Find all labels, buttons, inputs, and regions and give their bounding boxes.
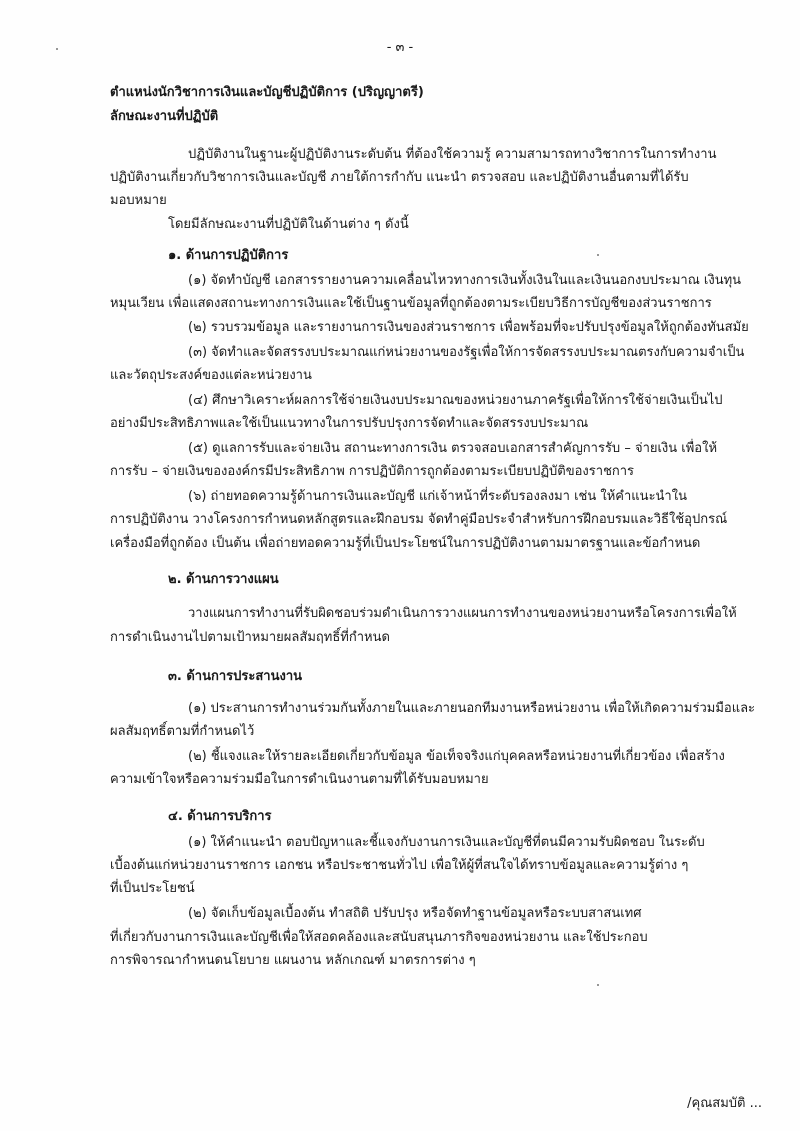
section-line: การปฏิบัติงาน วางโครงการกำหนดหลักสูตรและฝึกอบรม จัดทำคู่มือประจำสำหรับการฝึกอบรมและวิธีใช้อุปกรณ์ [110,512,728,527]
section-heading: ๑. ด้านการปฏิบัติการ [168,248,289,263]
section-line: เบื้องต้นแก่หน่วยงานราชการ เอกชน หรือประชาชนทั่วไป เพื่อให้ผู้ที่สนใจได้ทราบข้อมูลและความรู้ต่าง ๆ [110,858,689,873]
section-line: และวัตถุประสงค์ของแต่ละหน่วยงาน [110,368,312,383]
scan-speck [597,984,599,986]
scan-speck [56,48,58,50]
section-line: หมุนเวียน เพื่อแสดงสถานะทางการเงินและใช้เป็นฐานข้อมูลที่ถูกต้องตามระเบียบวิธีการบัญชีของส่วนราชการ [110,296,712,311]
section-line: เครื่องมือที่ถูกต้อง เป็นต้น เพื่อถ่ายทอดความรู้ที่เป็นประโยชน์ในการปฏิบัติงานตามมาตรฐานและข้อกำหนด [110,536,701,551]
section-line: (๕) ดูแลการรับและจ่ายเงิน สถานะทางการเงิน ตรวจสอบเอกสารสำคัญการรับ – จ่ายเงิน เพื่อให้ [188,441,718,456]
section-line: ความเข้าใจหรือความร่วมมือในการดำเนินงานตามที่ได้รับมอบหมาย [110,772,489,787]
scan-speck [597,254,599,256]
section-line: (๒) จัดเก็บข้อมูลเบื้องต้น ทำสถิติ ปรับปรุง หรือจัดทำฐานข้อมูลหรือระบบสาสนเทศ [188,906,642,921]
section-line: (๓) จัดทำและจัดสรรงบประมาณแก่หน่วยงานของรัฐเพื่อให้การจัดสรรงบประมาณตรงกับความจำเป็น [188,345,745,360]
section-line: (๔) ศึกษาวิเคราะห์ผลการใช้จ่ายเงินงบประมาณของหน่วยงานภาครัฐเพื่อให้การใช้จ่ายเงินเป็นไป [188,393,723,408]
section-line: (๒) ชี้แจงและให้รายละเอียดเกี่ยวกับข้อมูล ข้อเท็จจริงแก่บุคคลหรือหน่วยงานที่เกี่ยวข้อง เพื่อสร้าง [188,749,725,764]
section-heading: ๔. ด้านการบริการ [168,809,272,824]
section-line: การดำเนินงานไปตามเป้าหมายผลสัมฤทธิ์ที่กำหนด [110,630,390,645]
section-line: การรับ – จ่ายเงินขององค์กรมีประสิทธิภาพ การปฏิบัติการถูกต้องตามระเบียบปฏิบัติของราชการ [110,464,635,479]
section-line: ที่เกี่ยวกับงานการเงินและบัญชีเพื่อให้สอดคล้องและสนับสนุนภารกิจของหน่วยงาน และใช้ประกอบ [110,930,648,945]
intro-line: มอบหมาย [110,193,167,208]
section-line: (๑) ประสานการทำงานร่วมกันทั้งภายในและภายนอกทีมงานหรือหน่วยงาน เพื่อให้เกิดความร่วมมือและ [188,701,756,716]
intro-line: ปฏิบัติงานในฐานะผู้ปฏิบัติงานระดับต้น ที่ต้องใช้ความรู้ ความสามารถทางวิชาการในการทำงาน [188,147,717,162]
page-title: ตำแหน่งนักวิชาการเงินและบัญชีปฏิบัติการ (ปริญญาตรี) [110,85,424,100]
page-subtitle: ลักษณะงานที่ปฏิบัติ [110,109,219,124]
section-line: (๒) รวบรวมข้อมูล และรายงานการเงินของส่วนราชการ เพื่อพร้อมที่จะปรับปรุงข้อมูลให้ถูกต้องทันสมัย [188,320,749,335]
section-line: การพิจารณากำหนดนโยบาย แผนงาน หลักเกณฑ์ มาตรการต่าง ๆ [110,953,476,968]
page-number: - ๓ - [386,40,414,55]
section-line: ผลสัมฤทธิ์ตามที่กำหนดไว้ [110,724,255,739]
continuation-footer: /คุณสมบัติ ... [687,1096,762,1111]
section-line: (๑) ให้คำแนะนำ ตอบปัญหาและชี้แจงกับงานการเงินและบัญชีที่ตนมีความรับผิดชอบ ในระดับ [188,835,705,850]
intro-line: โดยมีลักษณะงานที่ปฏิบัติในด้านต่าง ๆ ดังนี้ [168,217,409,232]
section-line: ที่เป็นประโยชน์ [110,881,195,896]
section-line: (๖) ถ่ายทอดความรู้ด้านการเงินและบัญชี แก่เจ้าหน้าที่ระดับรองลงมา เช่น ให้คำแนะนำใน [188,489,687,504]
intro-line: ปฏิบัติงานเกี่ยวกับวิชาการเงินและบัญชี ภายใต้การกำกับ แนะนำ ตรวจสอบ และปฏิบัติงานอื่นตามที่ได้รับ [110,170,689,185]
section-line: (๑) จัดทำบัญชี เอกสารรายงานความเคลื่อนไหวทางการเงินทั้งเงินในและเงินนอกงบประมาณ เงินทุน [188,273,742,288]
section-line: อย่างมีประสิทธิภาพและใช้เป็นแนวทางในการปรับปรุงการจัดทำและจัดสรรงบประมาณ [110,416,589,431]
section-heading: ๒. ด้านการวางแผน [168,572,279,587]
section-heading: ๓. ด้านการประสานงาน [168,669,303,684]
section-line: วางแผนการทำงานที่รับผิดชอบร่วมดำเนินการวางแผนการทำงานของหน่วยงานหรือโครงการเพื่อให้ [188,606,737,621]
